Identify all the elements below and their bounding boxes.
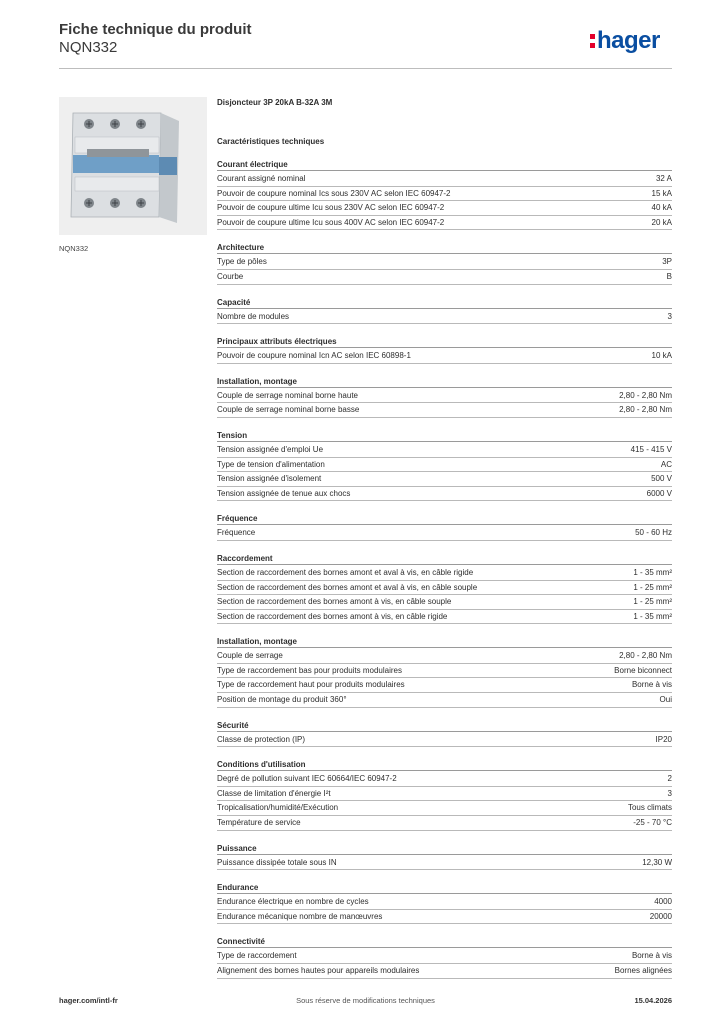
spec-value: Tous climats — [627, 803, 672, 813]
product-image — [59, 97, 207, 235]
spec-groups — [217, 159, 672, 979]
spec-value: 10 kA — [651, 351, 672, 361]
spec-group-title: Installation, montage — [217, 376, 672, 388]
spec-value: 32 A — [655, 174, 672, 183]
logo-wordmark: hager — [597, 27, 660, 54]
spec-row — [217, 349, 672, 364]
spec-row — [217, 816, 672, 831]
spec-value: IP20 — [655, 734, 672, 744]
spec-row — [217, 255, 672, 270]
spec-row — [217, 201, 672, 216]
spec-group — [217, 430, 672, 501]
spec-label: Section de raccordement des bornes amont et aval à vis, en câble rigide — [217, 567, 474, 577]
spec-label: Section de raccordement des bornes amont à vis, en câble rigide — [217, 611, 448, 621]
spec-row — [217, 526, 672, 541]
spec-label: Type de raccordement haut pour produits modulaires — [217, 680, 405, 690]
spec-row — [217, 733, 672, 748]
document-header — [59, 21, 252, 57]
spec-label: Position de montage du produit 360° — [217, 695, 347, 705]
spec-value: 1 - 25 mm² — [633, 582, 672, 592]
spec-row — [217, 458, 672, 473]
spec-group-title: Architecture — [217, 242, 672, 254]
spec-label: Degré de pollution suivant IEC 60664/IEC 60947-2 — [217, 774, 397, 784]
spec-value: 20 kA — [651, 217, 672, 227]
spec-value: 6000 V — [646, 488, 672, 498]
spec-group — [217, 297, 672, 325]
spec-label: Nombre de modules — [217, 311, 290, 321]
spec-row — [217, 310, 672, 325]
spec-value: Bornes alignées — [614, 966, 672, 975]
footer-notice: Sous réserve de modifications techniques — [296, 996, 435, 1005]
spec-label: Classe de limitation d'énergie I²t — [217, 788, 331, 798]
spec-group — [217, 242, 672, 284]
spec-label: Classe de protection (IP) — [217, 734, 306, 744]
spec-value: 2,80 - 2,80 Nm — [619, 651, 672, 661]
spec-group — [217, 336, 672, 364]
footer-date: 15.04.2026 — [634, 996, 672, 1005]
spec-label: Type de raccordement — [217, 951, 297, 961]
spec-value: 4000 — [654, 897, 672, 907]
spec-group — [217, 636, 672, 707]
spec-row — [217, 949, 672, 964]
spec-label: Tension assignée d'emploi Ue — [217, 444, 324, 454]
logo-dots-icon — [590, 34, 595, 48]
spec-value: 500 V — [651, 474, 672, 484]
spec-label: Courant assigné nominal — [217, 174, 306, 183]
spec-row — [217, 678, 672, 693]
document-title: Fiche technique du produit — [59, 21, 252, 38]
spec-group-title: Raccordement — [217, 553, 672, 565]
spec-label: Section de raccordement des bornes amont à vis, en câble souple — [217, 597, 452, 607]
spec-label: Courbe — [217, 271, 244, 281]
spec-group — [217, 936, 672, 978]
spec-value: AC — [660, 459, 672, 469]
spec-label: Pouvoir de coupure ultime Icu sous 400V AC selon IEC 60947-2 — [217, 217, 445, 227]
spec-row — [217, 172, 672, 187]
spec-row — [217, 772, 672, 787]
product-reference: NQN332 — [59, 39, 118, 56]
spec-group-title: Fréquence — [217, 513, 672, 525]
spec-value: -25 - 70 °C — [633, 818, 672, 828]
spec-group-title: Conditions d'utilisation — [217, 759, 672, 771]
spec-label: Puissance dissipée totale sous IN — [217, 857, 337, 867]
spec-value: 12,30 W — [642, 857, 672, 867]
spec-row — [217, 443, 672, 458]
spec-value: Borne biconnect — [614, 665, 672, 675]
spec-row — [217, 581, 672, 596]
spec-label: Alignement des bornes hautes pour appareils modulaires — [217, 966, 420, 975]
spec-row — [217, 566, 672, 581]
spec-row — [217, 856, 672, 871]
spec-group — [217, 553, 672, 624]
spec-row — [217, 403, 672, 418]
spec-group — [217, 759, 672, 830]
spec-row — [217, 649, 672, 664]
spec-group — [217, 513, 672, 541]
spec-label: Type de pôles — [217, 257, 267, 267]
spec-value: B — [666, 271, 672, 281]
spec-row — [217, 895, 672, 910]
spec-group — [217, 159, 672, 230]
spec-label: Pouvoir de coupure nominal Icn AC selon IEC 60898-1 — [217, 351, 411, 361]
spec-group-title: Puissance — [217, 843, 672, 855]
spec-row — [217, 801, 672, 816]
spec-value: 50 - 60 Hz — [635, 528, 672, 538]
spec-value: Borne à vis — [631, 680, 672, 690]
spec-label: Section de raccordement des bornes amont et aval à vis, en câble souple — [217, 582, 478, 592]
spec-row — [217, 693, 672, 708]
spec-label: Endurance électrique en nombre de cycles — [217, 897, 369, 907]
spec-row — [217, 487, 672, 502]
spec-value: 2,80 - 2,80 Nm — [619, 390, 672, 400]
hager-logo — [590, 28, 660, 54]
spec-value: 3 — [667, 311, 672, 321]
spec-row — [217, 964, 672, 979]
spec-group-title: Sécurité — [217, 720, 672, 732]
spec-label: Couple de serrage nominal borne basse — [217, 405, 360, 415]
product-image-caption: NQN332 — [59, 244, 89, 253]
spec-row — [217, 664, 672, 679]
spec-group-title: Endurance — [217, 882, 672, 894]
spec-label: Pouvoir de coupure ultime Icu sous 230V AC selon IEC 60947-2 — [217, 203, 445, 213]
spec-value: Borne à vis — [631, 951, 672, 961]
spec-group-title: Capacité — [217, 297, 672, 309]
spec-label: Tropicalisation/humidité/Exécution — [217, 803, 339, 813]
spec-label: Type de tension d'alimentation — [217, 459, 325, 469]
spec-row — [217, 910, 672, 925]
spec-row — [217, 270, 672, 285]
section-heading: Caractéristiques techniques — [217, 137, 325, 146]
spec-label: Fréquence — [217, 528, 256, 538]
spec-label: Pouvoir de coupure nominal Ics sous 230V AC selon IEC 60947-2 — [217, 188, 451, 198]
spec-group-title: Connectivité — [217, 936, 672, 948]
spec-row — [217, 389, 672, 404]
spec-label: Couple de serrage — [217, 651, 283, 661]
spec-group — [217, 376, 672, 418]
spec-label: Endurance mécanique nombre de manœuvres — [217, 911, 383, 921]
spec-value: 1 - 25 mm² — [633, 597, 672, 607]
spec-row — [217, 610, 672, 625]
spec-value: 20000 — [649, 911, 672, 921]
spec-row — [217, 187, 672, 202]
product-name: Disjoncteur 3P 20kA B-32A 3M — [217, 98, 333, 107]
spec-row — [217, 472, 672, 487]
spec-label: Type de raccordement bas pour produits modulaires — [217, 665, 402, 675]
spec-value: 415 - 415 V — [630, 444, 672, 454]
spec-row — [217, 595, 672, 610]
page-footer — [59, 996, 672, 1008]
spec-value: 2,80 - 2,80 Nm — [619, 405, 672, 415]
spec-group — [217, 882, 672, 924]
spec-value: 15 kA — [651, 188, 672, 198]
spec-group-title: Tension — [217, 430, 672, 442]
spec-label: Température de service — [217, 818, 301, 828]
spec-value: 2 — [667, 774, 672, 784]
spec-value: 40 kA — [651, 203, 672, 213]
spec-group-title: Principaux attributs électriques — [217, 336, 672, 348]
spec-content — [217, 97, 672, 979]
spec-group — [217, 843, 672, 871]
spec-group — [217, 720, 672, 748]
spec-group-title: Courant électrique — [217, 159, 672, 171]
spec-value: 3P — [662, 257, 672, 267]
spec-row — [217, 216, 672, 231]
spec-label: Tension assignée d'isolement — [217, 474, 322, 484]
spec-value: 1 - 35 mm² — [633, 567, 672, 577]
footer-website: hager.com/intl-fr — [59, 996, 118, 1005]
spec-label: Tension assignée de tenue aux chocs — [217, 488, 351, 498]
header-divider — [59, 68, 672, 69]
spec-group-title: Installation, montage — [217, 636, 672, 648]
spec-label: Couple de serrage nominal borne haute — [217, 390, 358, 400]
spec-value: 3 — [667, 788, 672, 798]
spec-value: Oui — [659, 695, 672, 705]
spec-value: 1 - 35 mm² — [633, 611, 672, 621]
spec-row — [217, 787, 672, 802]
